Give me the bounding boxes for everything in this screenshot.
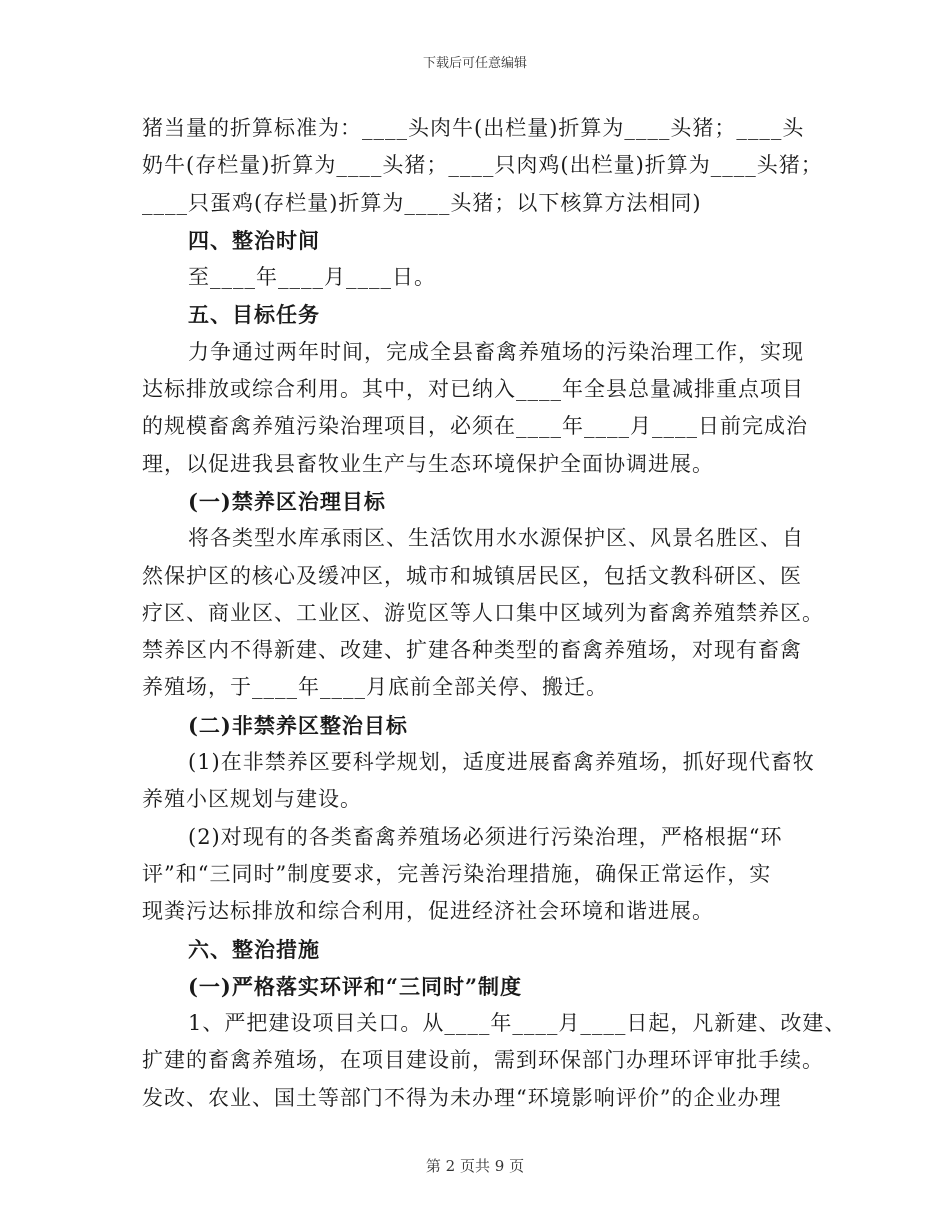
section-heading: 五、目标任务	[188, 302, 320, 328]
body-line: 扩建的畜禽养殖场，在项目建设前，需到环保部门办理环评审批手续。	[142, 1048, 824, 1073]
body-line: 禁养区内不得新建、改建、扩建各种类型的畜禽养殖场，对现有畜禽	[142, 638, 802, 663]
body-line: 养殖场，于____年____月底前全部关停、搬迁。	[142, 675, 608, 700]
subsection-heading: (二)非禁养区整治目标	[188, 712, 408, 738]
body-line: 理，以促进我县畜牧业生产与生态环境保护全面协调进展。	[142, 451, 714, 476]
section-heading: 六、整治措施	[188, 936, 320, 962]
body-line: 现粪污达标排放和综合利用，促进经济社会环境和谐进展。	[142, 899, 714, 924]
body-line: 猪当量的折算标准为：____头肉牛(出栏量)折算为____头猪；____头	[142, 116, 805, 140]
body-line: 奶牛(存栏量)折算为____头猪；____只肉鸡(出栏量)折算为____头猪；	[142, 153, 823, 178]
body-line: 1、严把建设项目关口。从____年____月____日起，凡新建、改建、	[188, 1011, 847, 1036]
body-line: 力争通过两年时间，完成全县畜禽养殖场的污染治理工作，实现	[188, 339, 804, 364]
section-heading: 四、整治时间	[188, 227, 320, 253]
body-line: 疗区、商业区、工业区、游览区等人口集中区域列为畜禽养殖禁养区。	[142, 600, 824, 625]
body-line: 评”和“三同时”制度要求，完善污染治理措施，确保正常运作，实	[142, 861, 772, 886]
page-header: 下载后可任意编辑	[422, 56, 527, 71]
body-line: 发改、农业、国土等部门不得为未办理“环境影响评价”的企业办理	[142, 1085, 782, 1110]
body-line: 养殖小区规划与建设。	[142, 787, 362, 812]
body-line: (1)在非禁养区要科学规划，适度进展畜禽养殖场，抓好现代畜牧	[188, 750, 815, 775]
body-line: 至____年____月____日。	[188, 265, 436, 290]
document-body	[142, 110, 847, 1117]
body-line: 的规模畜禽养殖污染治理项目，必须在____年____月____日前完成治	[142, 414, 808, 439]
body-line: ____只蛋鸡(存栏量)折算为____头猪；以下核算方法相同)	[142, 190, 702, 215]
body-line: 达标排放或综合利用。其中，对已纳入____年全县总量减排重点项目	[142, 377, 804, 402]
subsection-heading: (一)禁养区治理目标	[188, 488, 386, 514]
body-line: 然保护区的核心及缓冲区，城市和城镇居民区，包括文教科研区、医	[142, 563, 802, 588]
body-line: 将各类型水库承雨区、生活饮用水水源保护区、风景名胜区、自	[188, 526, 804, 551]
page-footer: 第 2 页共 9 页	[425, 1157, 525, 1175]
body-line: (2)对现有的各类畜禽养殖场必须进行污染治理，严格根据“环	[188, 824, 783, 849]
subsection-heading: (一)严格落实环评和“三同时”制度	[188, 973, 523, 999]
